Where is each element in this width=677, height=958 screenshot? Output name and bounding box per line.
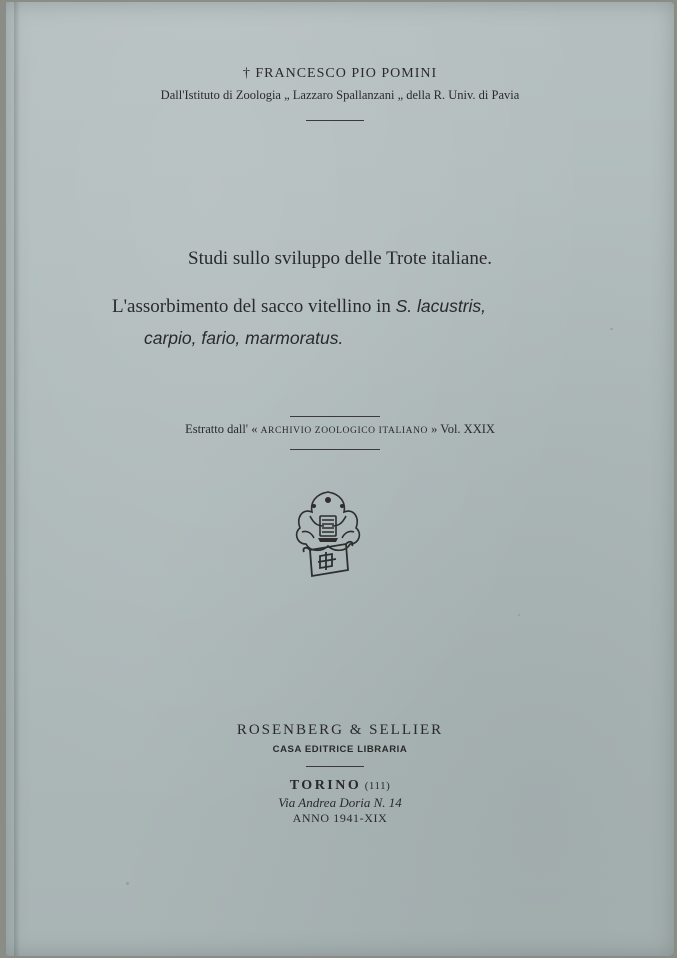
publisher-subtitle: CASA EDITRICE LIBRARIA <box>272 744 408 755</box>
divider-top <box>306 120 364 121</box>
author-name: FRANCESCO PIO POMINI <box>255 66 438 81</box>
affiliation: Dall'Istituto di Zoologia „ Lazzaro Spallanzani „ della R. Univ. di Pavia <box>160 88 520 102</box>
title-species: S. lacustris, <box>395 296 487 316</box>
author-line <box>6 66 674 82</box>
author-cross: † <box>242 66 251 81</box>
extract-line <box>6 422 674 437</box>
paper-spot <box>518 614 520 616</box>
paper-spot <box>610 328 613 330</box>
extract-prefix: Estratto dall' « <box>185 422 261 436</box>
publisher-address: Via Andrea Doria N. 14 <box>278 795 402 810</box>
publication-year: ANNO 1941-XIX <box>292 811 388 825</box>
title-line-3 <box>144 328 343 350</box>
divider-publisher <box>306 766 364 767</box>
title-line-2 <box>112 296 486 318</box>
city-line <box>6 778 674 794</box>
title-line-3-text: carpio, fario, marmoratus. <box>144 328 344 348</box>
title-line-1: Studi sullo sviluppo delle Trote italiane. <box>188 248 492 269</box>
journal-name: ARCHIVIO ZOOLOGICO ITALIANO <box>260 426 428 436</box>
paper-spot <box>126 882 129 885</box>
extract-volume: » Vol. XXIX <box>428 422 495 436</box>
divider-extract-top <box>290 416 380 417</box>
city-number: (111) <box>364 780 391 792</box>
publisher-emblem-icon <box>288 486 368 582</box>
divider-extract-bottom <box>290 449 380 450</box>
publisher-name: ROSENBERG & SELLIER <box>236 722 444 738</box>
city-name: TORINO <box>289 778 362 793</box>
cover-page <box>6 2 674 956</box>
title-line-2-text: L'assorbimento del sacco vitellino in <box>112 296 396 317</box>
